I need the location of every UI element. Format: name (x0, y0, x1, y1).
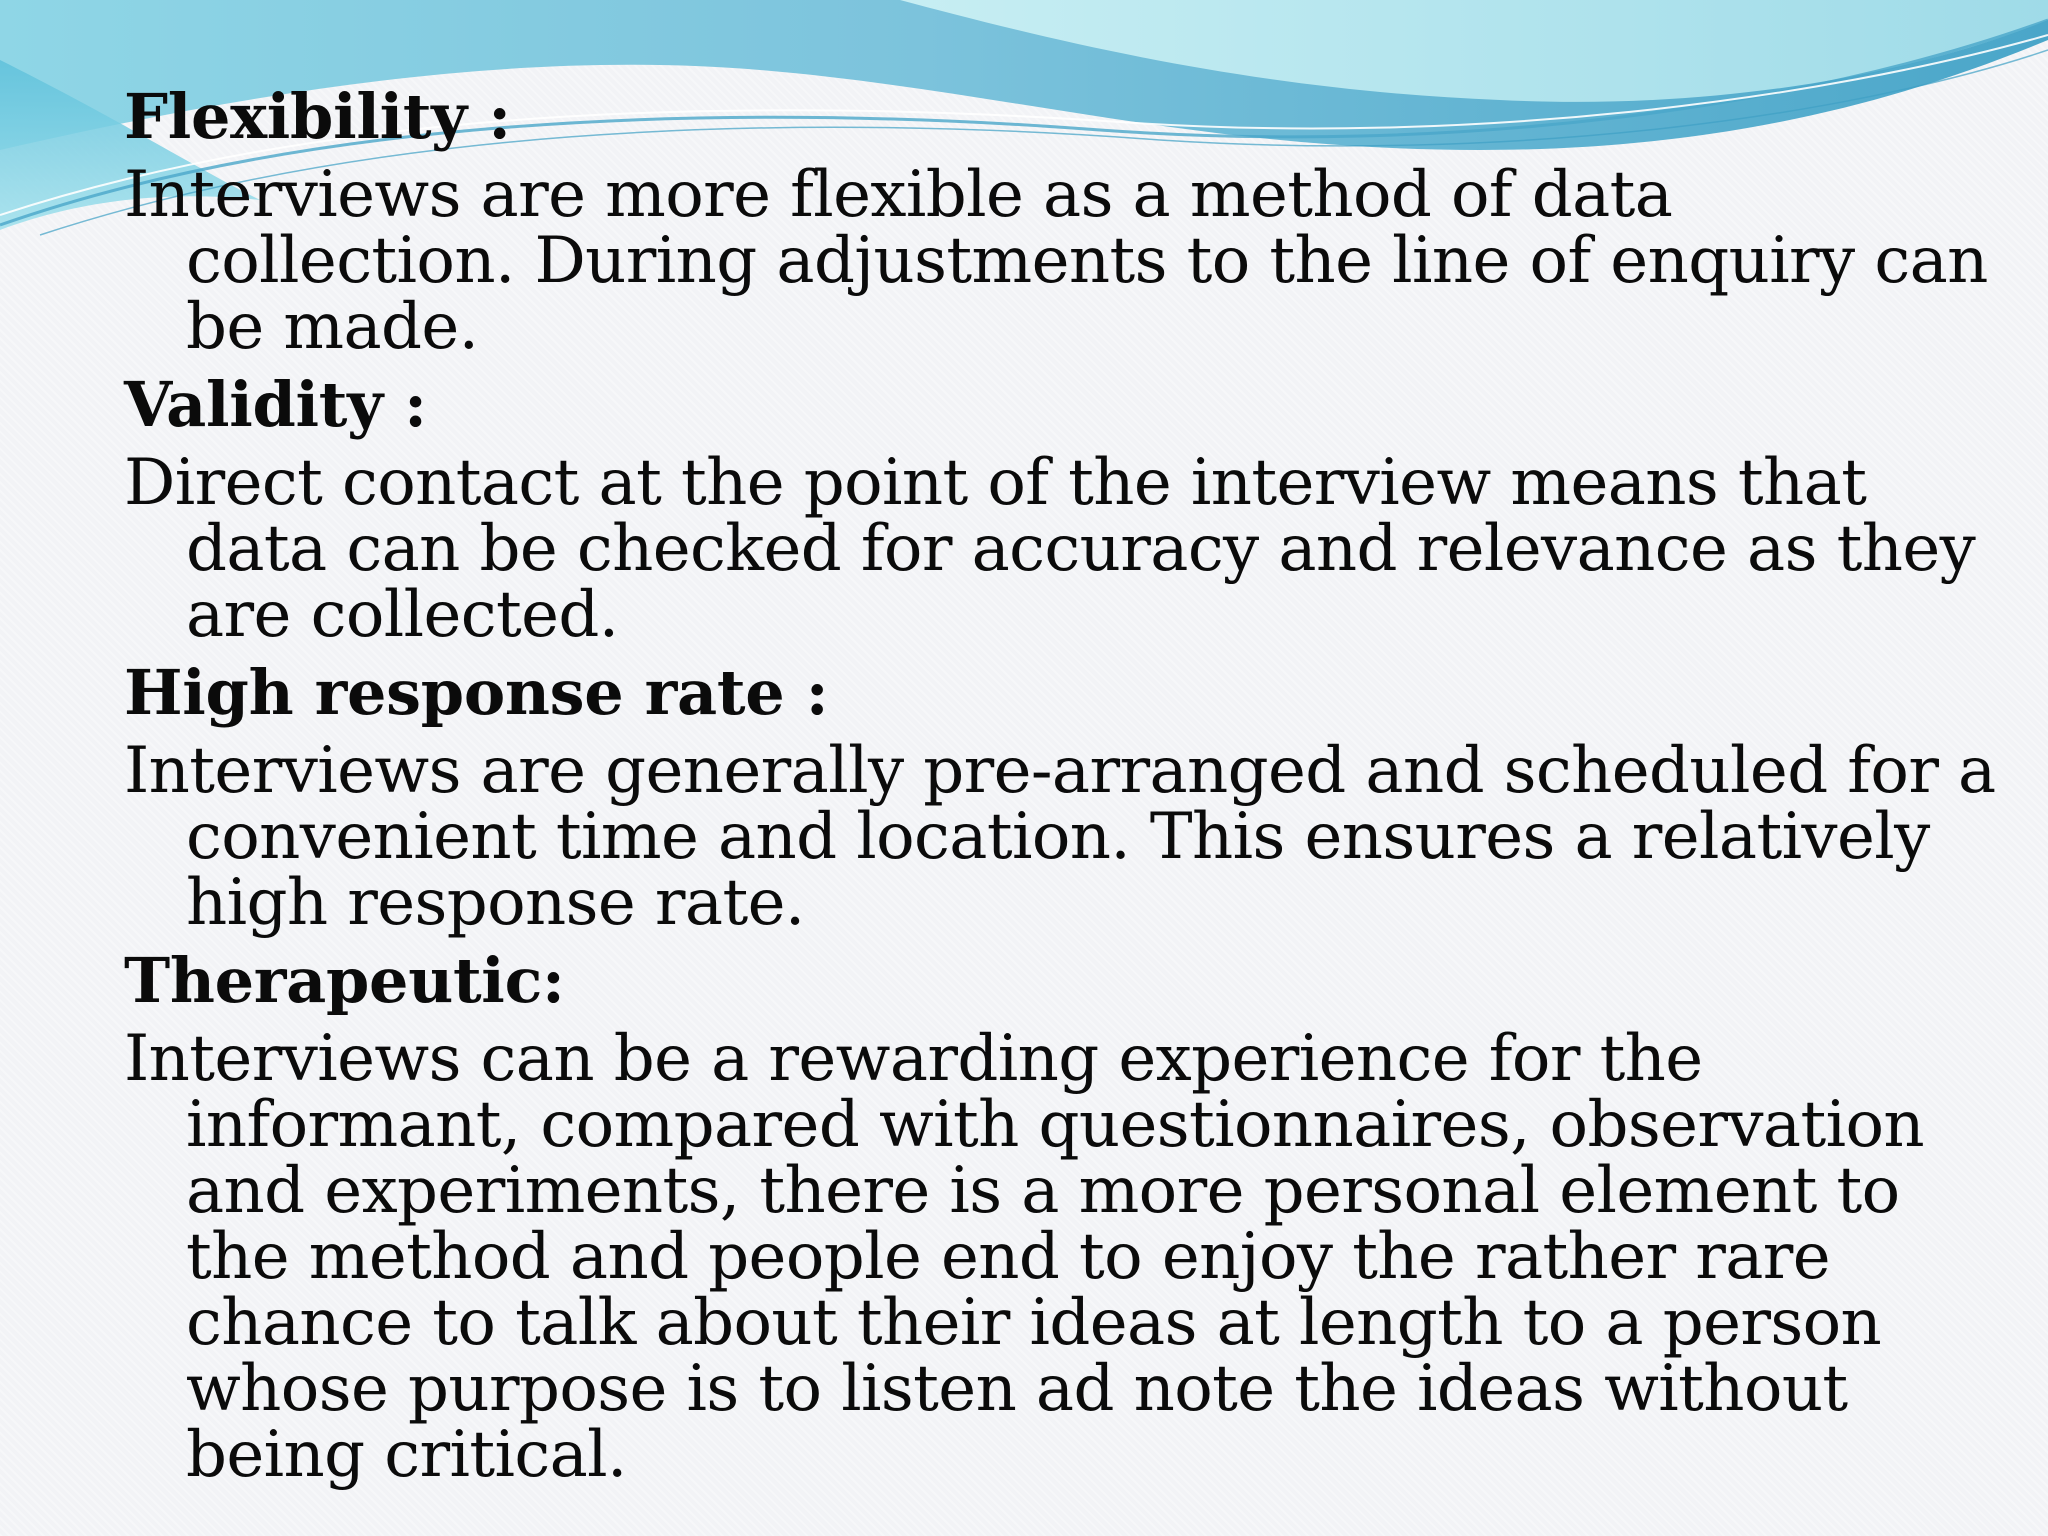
section-body-flexibility: Interviews are more flexible as a method of data collection. During adjustments to the line of enquiry can be made. (124, 158, 1988, 364)
section-heading-flexibility: Flexibility : (124, 80, 511, 153)
section-heading-therapeutic: Therapeutic: (124, 944, 565, 1017)
section-body-response-rate: Interviews are generally pre-arranged and scheduled for a convenient time and location. This ensures a relatively high response rate. (124, 734, 1996, 940)
slide-content (124, 82, 2004, 1498)
section-body-therapeutic: Interviews can be a rewarding experience for the informant, compared with questionnaires, observation and experiments, there is a more personal element to the method and people end to enjoy the rather rare chance to talk about their ideas at length to a person whose purpose is to listen ad note the ideas without being critical. (124, 1022, 1925, 1492)
section-heading-response-rate: High response rate : (124, 656, 829, 729)
section-heading-validity: Validity : (124, 368, 427, 441)
section-body-validity: Direct contact at the point of the interview means that data can be checked for accuracy and relevance as they are collected. (124, 446, 1976, 652)
